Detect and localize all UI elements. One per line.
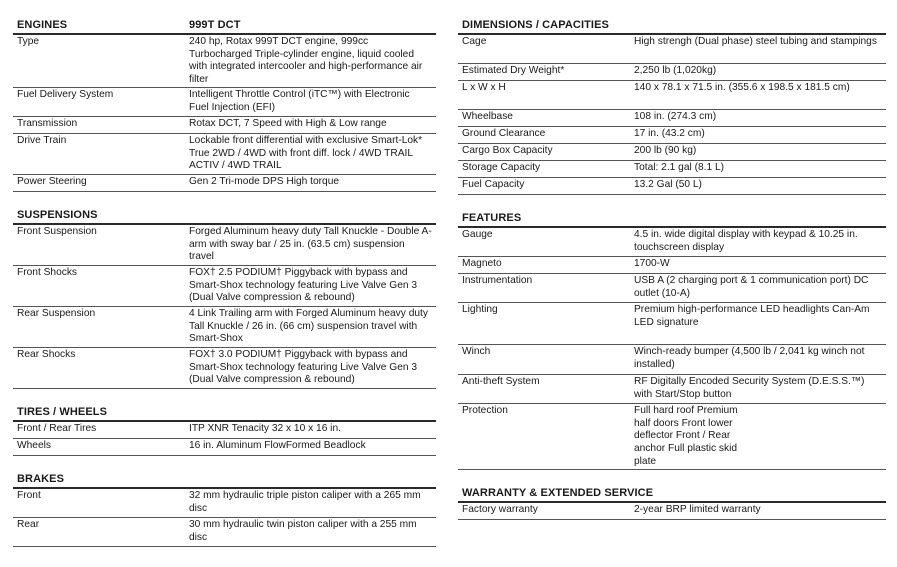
spec-label: Winch [462,346,491,357]
spec-label: Estimated Dry Weight* [462,65,565,76]
spec-label: Transmission [17,118,78,129]
spec-value: USB A (2 charging port & 1 communication port) DC outlet (10-A) [634,275,869,299]
spec-label: Rear Shocks [17,349,76,360]
spec-label: Front / Rear Tires [17,423,97,434]
spec-label: Front [17,490,41,501]
spec-row [458,161,886,178]
spec-label: Power Steering [17,176,87,187]
spec-row [13,518,436,547]
spec-row [13,225,436,266]
spec-label: Anti-theft System [462,376,540,387]
spec-row [458,110,886,127]
spec-value: 200 lb (90 kg) [634,145,697,156]
spec-row [13,422,436,439]
spec-label: Fuel Capacity [462,179,525,190]
section-heading [13,206,436,225]
spec-label: Rear [17,519,40,530]
spec-row [458,178,886,195]
heading-tires-wheels: TIRES / WHEELS [17,406,108,418]
spacer [458,470,886,484]
spec-row [13,348,436,389]
spec-label: Protection [462,405,508,416]
spec-value: 4.5 in. wide digital display with keypad & 10.25 in. touchscreen display [634,229,858,253]
section-features [458,209,886,470]
spec-row [458,503,886,520]
spec-row [13,117,436,134]
spec-row [458,144,886,161]
spec-value: FOX† 3.0 PODIUM† Piggyback with bypass and Smart-Shox technology featuring Live Valve Gen 3 (Dual Valve compression & rebound) [189,349,418,386]
spec-value: 32 mm hydraulic triple piston caliper with a 265 mm disc [189,490,421,514]
spec-label: Magneto [462,258,502,269]
spec-row [13,489,436,518]
spec-label: Factory warranty [462,504,538,515]
spec-value: ITP XNR Tenacity 32 x 10 x 16 in. [189,423,341,434]
section-heading [458,484,886,503]
spec-row [458,345,886,375]
spec-row [13,439,436,456]
spec-label: Gauge [462,229,493,240]
spec-value: High strengh (Dual phase) steel tubing and stampings [634,36,877,47]
spec-value: FOX† 2.5 PODIUM† Piggyback with bypass and Smart-Shox technology featuring Live Valve Gen 3 (Dual Valve compression & rebound) [189,267,418,304]
spec-label: Wheels [17,440,51,451]
spec-row [458,303,886,345]
spacer [13,389,436,403]
spec-label: Drive Train [17,135,67,146]
spec-value: Lockable front differential with exclusive Smart-Lok* True 2WD / 4WD with front diff. lock / 4WD TRAIL ACTIV / 4WD TRAIL [189,135,423,172]
section-warranty [458,484,886,520]
spec-row [458,375,886,404]
spec-label: Front Suspension [17,226,97,237]
spec-label: Rear Suspension [17,308,96,319]
section-dimensions-capacities [458,16,886,195]
spec-value: Gen 2 Tri-mode DPS High torque [189,176,340,187]
spec-row [458,274,886,303]
left-column [13,16,436,547]
spec-label: Instrumentation [462,275,533,286]
spec-value: 240 hp, Rotax 999T DCT engine, 999cc Turbocharged Triple-cylinder engine, liquid cooled with integrated intercooler and high-performance air filter [189,36,423,86]
spec-value: Winch-ready bumper (4,500 lb / 2,041 kg winch not installed) [634,346,865,370]
spec-value: Rotax DCT, 7 Speed with High & Low range [189,118,387,129]
section-heading [13,403,436,422]
section-heading [458,16,886,35]
section-brakes [13,470,436,547]
heading-features: FEATURES [462,212,522,224]
section-suspensions [13,206,436,389]
spacer [458,195,886,209]
spec-value: Intelligent Throttle Control (iTC™) with Electronic Fuel Injection (EFI) [189,89,410,113]
spec-value: 108 in. (274.3 cm) [634,111,717,122]
heading-warranty: WARRANTY & EXTENDED SERVICE [462,487,654,499]
spec-label: Front Shocks [17,267,78,278]
section-heading [458,209,886,228]
spec-row [458,35,886,64]
spec-label: Wheelbase [462,111,513,122]
spec-value: 16 in. Aluminum FlowFormed Beadlock [189,440,366,451]
spec-value: 4 Link Trailing arm with Forged Aluminum heavy duty Tall Knuckle / 26 in. (66 cm) suspension travel with Smart-Shox [189,308,428,345]
spec-value: 140 x 78.1 x 71.5 in. (355.6 x 198.5 x 181.5 cm) [634,82,850,93]
section-heading [13,470,436,489]
spec-row [13,88,436,117]
spacer [13,456,436,470]
spec-row [458,228,886,257]
spec-row [13,175,436,192]
spec-label: Lighting [462,304,498,315]
spec-value: 2,250 lb (1,020kg) [634,65,717,76]
spec-label: Fuel Delivery System [17,89,114,100]
spec-row [458,257,886,274]
spec-label: L x W x H [462,82,506,93]
spec-value: 30 mm hydraulic twin piston caliper with a 255 mm disc [189,519,417,543]
spec-row [13,266,436,307]
spec-value: Forged Aluminum heavy duty Tall Knuckle - Double A-arm with sway bar / 25 in. (63.5 cm) suspension travel [189,226,432,263]
right-column [458,16,886,520]
spec-label: Ground Clearance [462,128,546,139]
heading-model: 999T DCT [189,19,241,31]
spec-row [13,35,436,88]
spec-row [13,134,436,175]
spec-row [458,64,886,81]
spec-label: Storage Capacity [462,162,541,173]
spec-value: 2-year BRP limited warranty [634,504,761,515]
spec-value: 17 in. (43.2 cm) [634,128,705,139]
spec-value: Full hard roof Premium half doors Front lower deflector Front / Rear anchor Full plastic skid plate [634,405,738,467]
spec-row [458,404,886,470]
spec-value: 1700-W [634,258,670,269]
heading-suspensions: SUSPENSIONS [17,209,98,221]
heading-engines: ENGINES [17,19,68,31]
spec-value: RF Digitally Encoded Security System (D.E.S.S.™) with Start/Stop button [634,376,865,400]
spec-value: Total: 2.1 gal (8.1 L) [634,162,725,173]
section-engines [13,16,436,192]
section-tires-wheels [13,403,436,456]
spec-row [13,307,436,348]
spec-row [458,81,886,110]
spec-row [458,127,886,144]
spec-value: 13.2 Gal (50 L) [634,179,702,190]
section-heading [13,16,436,35]
spec-label: Cage [462,36,487,47]
heading-dimensions: DIMENSIONS / CAPACITIES [462,19,609,31]
spec-label: Type [17,36,40,47]
spacer [13,192,436,206]
spec-label: Cargo Box Capacity [462,145,553,156]
heading-brakes: BRAKES [17,473,65,485]
spec-value: Premium high-performance LED headlights Can-Am LED signature [634,304,870,328]
